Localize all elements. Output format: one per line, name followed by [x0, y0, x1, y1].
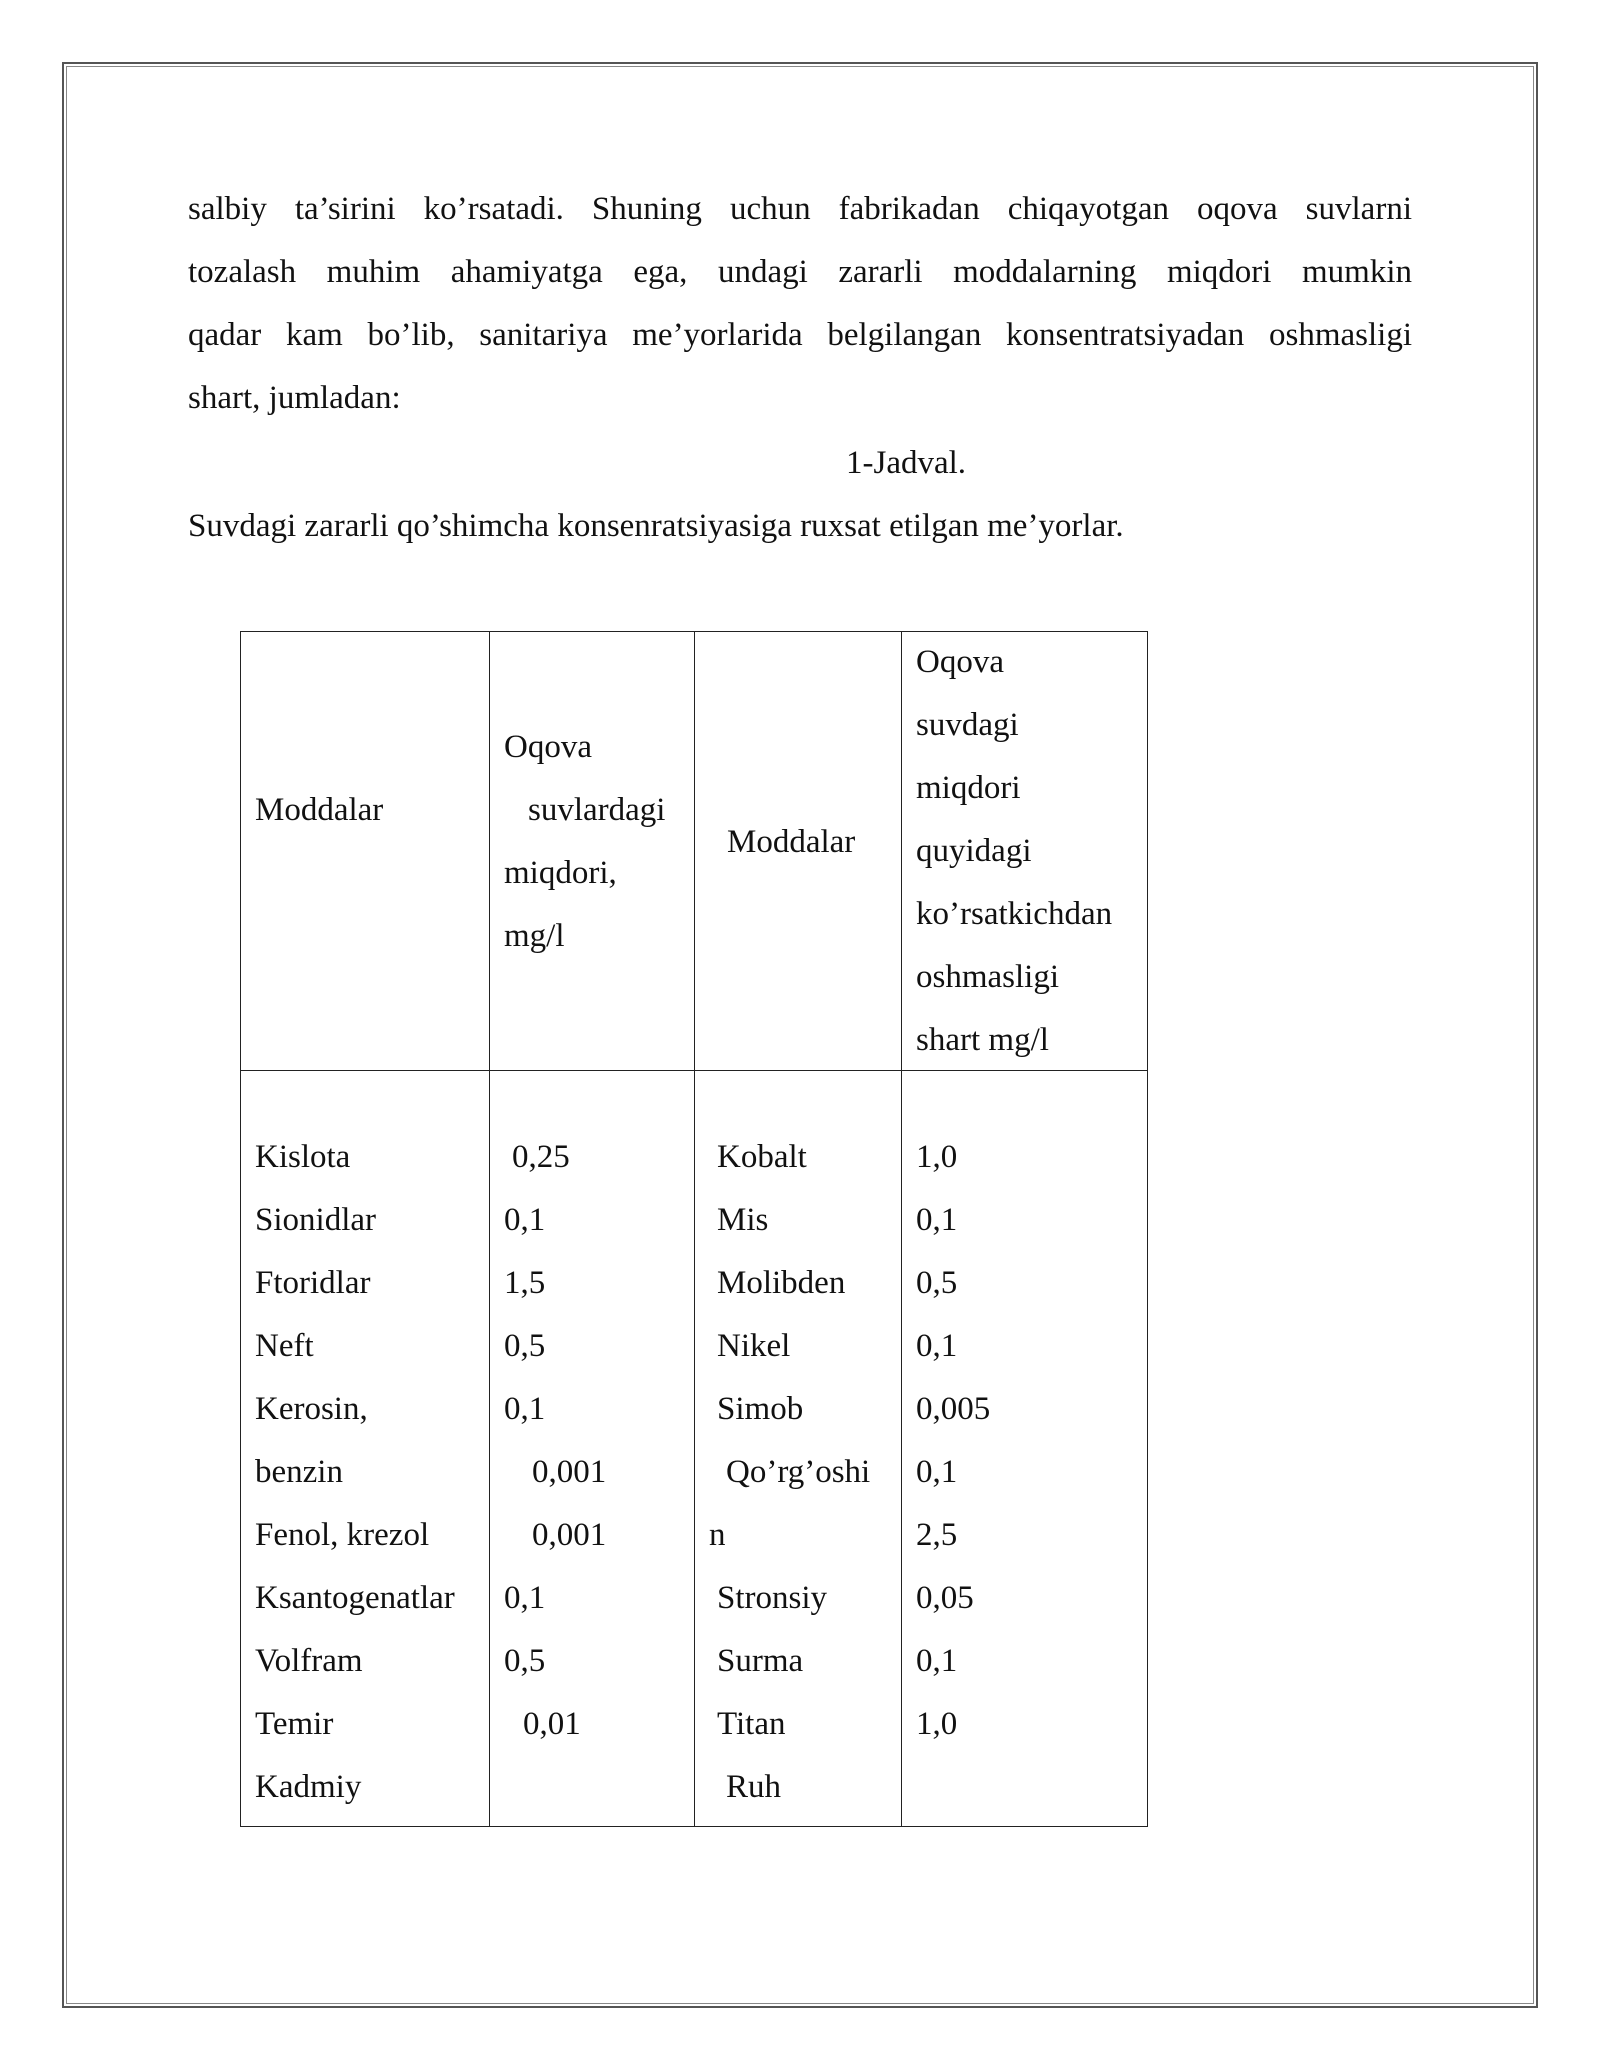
table-number: 1-Jadval. [846, 445, 967, 481]
header-moddalar-2: Moddalar [727, 824, 856, 860]
header-moddalar-1: Moddalar [255, 792, 384, 828]
value-cell: 0,5 [504, 1643, 546, 1679]
substance-name: n [709, 1517, 726, 1553]
paragraph-line: shart, jumladan: [188, 380, 401, 416]
paragraph-line: tozalash muhim ahamiyatga ega, undagi zararli moddalarning miqdori mumkin [188, 254, 1412, 290]
substance-name: Fenol, krezol [255, 1517, 430, 1553]
table-border-left [240, 631, 241, 1827]
substance-name: Nikel [717, 1328, 791, 1364]
substance-name: Ksantogenatlar [255, 1580, 455, 1616]
value-cell: 0,1 [504, 1391, 546, 1427]
substance-name: Qo’rg’oshi [726, 1454, 871, 1490]
value-cell: 0,5 [916, 1265, 958, 1301]
body-paragraph [188, 178, 1412, 430]
substance-name: Mis [717, 1202, 769, 1238]
substance-name: Molibden [717, 1265, 846, 1301]
value-cell: 0,1 [916, 1328, 958, 1364]
table-divider-1 [489, 631, 490, 1827]
table-divider-3 [901, 631, 902, 1827]
paragraph-line: qadar kam bo’lib, sanitariya me’yorlarida belgilangan konsentratsiyadan oshmasligi [188, 317, 1412, 353]
value-cell: 0,1 [916, 1202, 958, 1238]
value-cell: 0,001 [532, 1517, 607, 1553]
table-divider-2 [694, 631, 695, 1827]
values-list-1 [504, 1126, 606, 1756]
value-cell: 0,1 [504, 1202, 546, 1238]
substance-name: Neft [255, 1328, 314, 1364]
value-cell: 0,25 [512, 1139, 570, 1175]
header-col4-line: ko’rsatkichdan [916, 896, 1113, 932]
substance-name: Volfram [255, 1643, 363, 1679]
substance-name: Titan [717, 1706, 786, 1742]
substance-name: Surma [717, 1643, 804, 1679]
value-cell: 0,1 [916, 1454, 958, 1490]
value-cell: 1,0 [916, 1139, 958, 1175]
header-col4-line: miqdori [916, 770, 1021, 806]
value-cell: 2,5 [916, 1517, 958, 1553]
table-border-top [240, 631, 1148, 632]
header-col2-line: miqdori, [504, 855, 617, 891]
table-border-right [1147, 631, 1148, 1827]
value-cell: 0,1 [916, 1643, 958, 1679]
table-title: Suvdagi zararli qo’shimcha konsenratsiyasiga ruxsat etilgan me’yorlar. [188, 508, 1124, 544]
value-cell: 0,001 [532, 1454, 607, 1490]
substance-name: Kislota [255, 1139, 351, 1175]
substance-name: Kobalt [717, 1139, 807, 1175]
substance-name: Ruh [726, 1769, 782, 1805]
header-col2-line: suvlardagi [528, 792, 666, 828]
value-cell: 0,005 [916, 1391, 991, 1427]
paragraph-line: salbiy ta’sirini ko’rsatadi. Shuning uchun fabrikadan chiqayotgan oqova suvlarni [188, 191, 1412, 227]
substance-name: Sionidlar [255, 1202, 376, 1238]
substances-list-2 [709, 1126, 870, 1819]
substance-name: Stronsiy [717, 1580, 828, 1616]
substance-name: Simob [717, 1391, 804, 1427]
table-border-bottom [240, 1826, 1148, 1827]
value-cell: 0,5 [504, 1328, 546, 1364]
header-col4-line: quyidagi [916, 833, 1032, 869]
substance-name: Temir [255, 1706, 334, 1742]
header-col4-line: shart mg/l [916, 1022, 1049, 1058]
value-cell: 0,05 [916, 1580, 974, 1616]
header-col4-line: oshmasligi [916, 959, 1060, 995]
substance-name: benzin [255, 1454, 343, 1490]
values-list-2 [916, 1126, 990, 1756]
header-col2-line: Oqova [504, 729, 592, 765]
substances-list-1 [255, 1126, 455, 1819]
value-cell: 1,5 [504, 1265, 546, 1301]
substance-name: Ftoridlar [255, 1265, 371, 1301]
substance-name: Kadmiy [255, 1769, 362, 1805]
header-col4-line: suvdagi [916, 707, 1019, 743]
substance-name: Kerosin, [255, 1391, 368, 1427]
header-col2-line: mg/l [504, 918, 565, 954]
value-cell: 0,1 [504, 1580, 546, 1616]
value-cell: 1,0 [916, 1706, 958, 1742]
value-cell: 0,01 [523, 1706, 581, 1742]
norms-table [240, 631, 1148, 1827]
header-col4-line: Oqova [916, 644, 1004, 680]
